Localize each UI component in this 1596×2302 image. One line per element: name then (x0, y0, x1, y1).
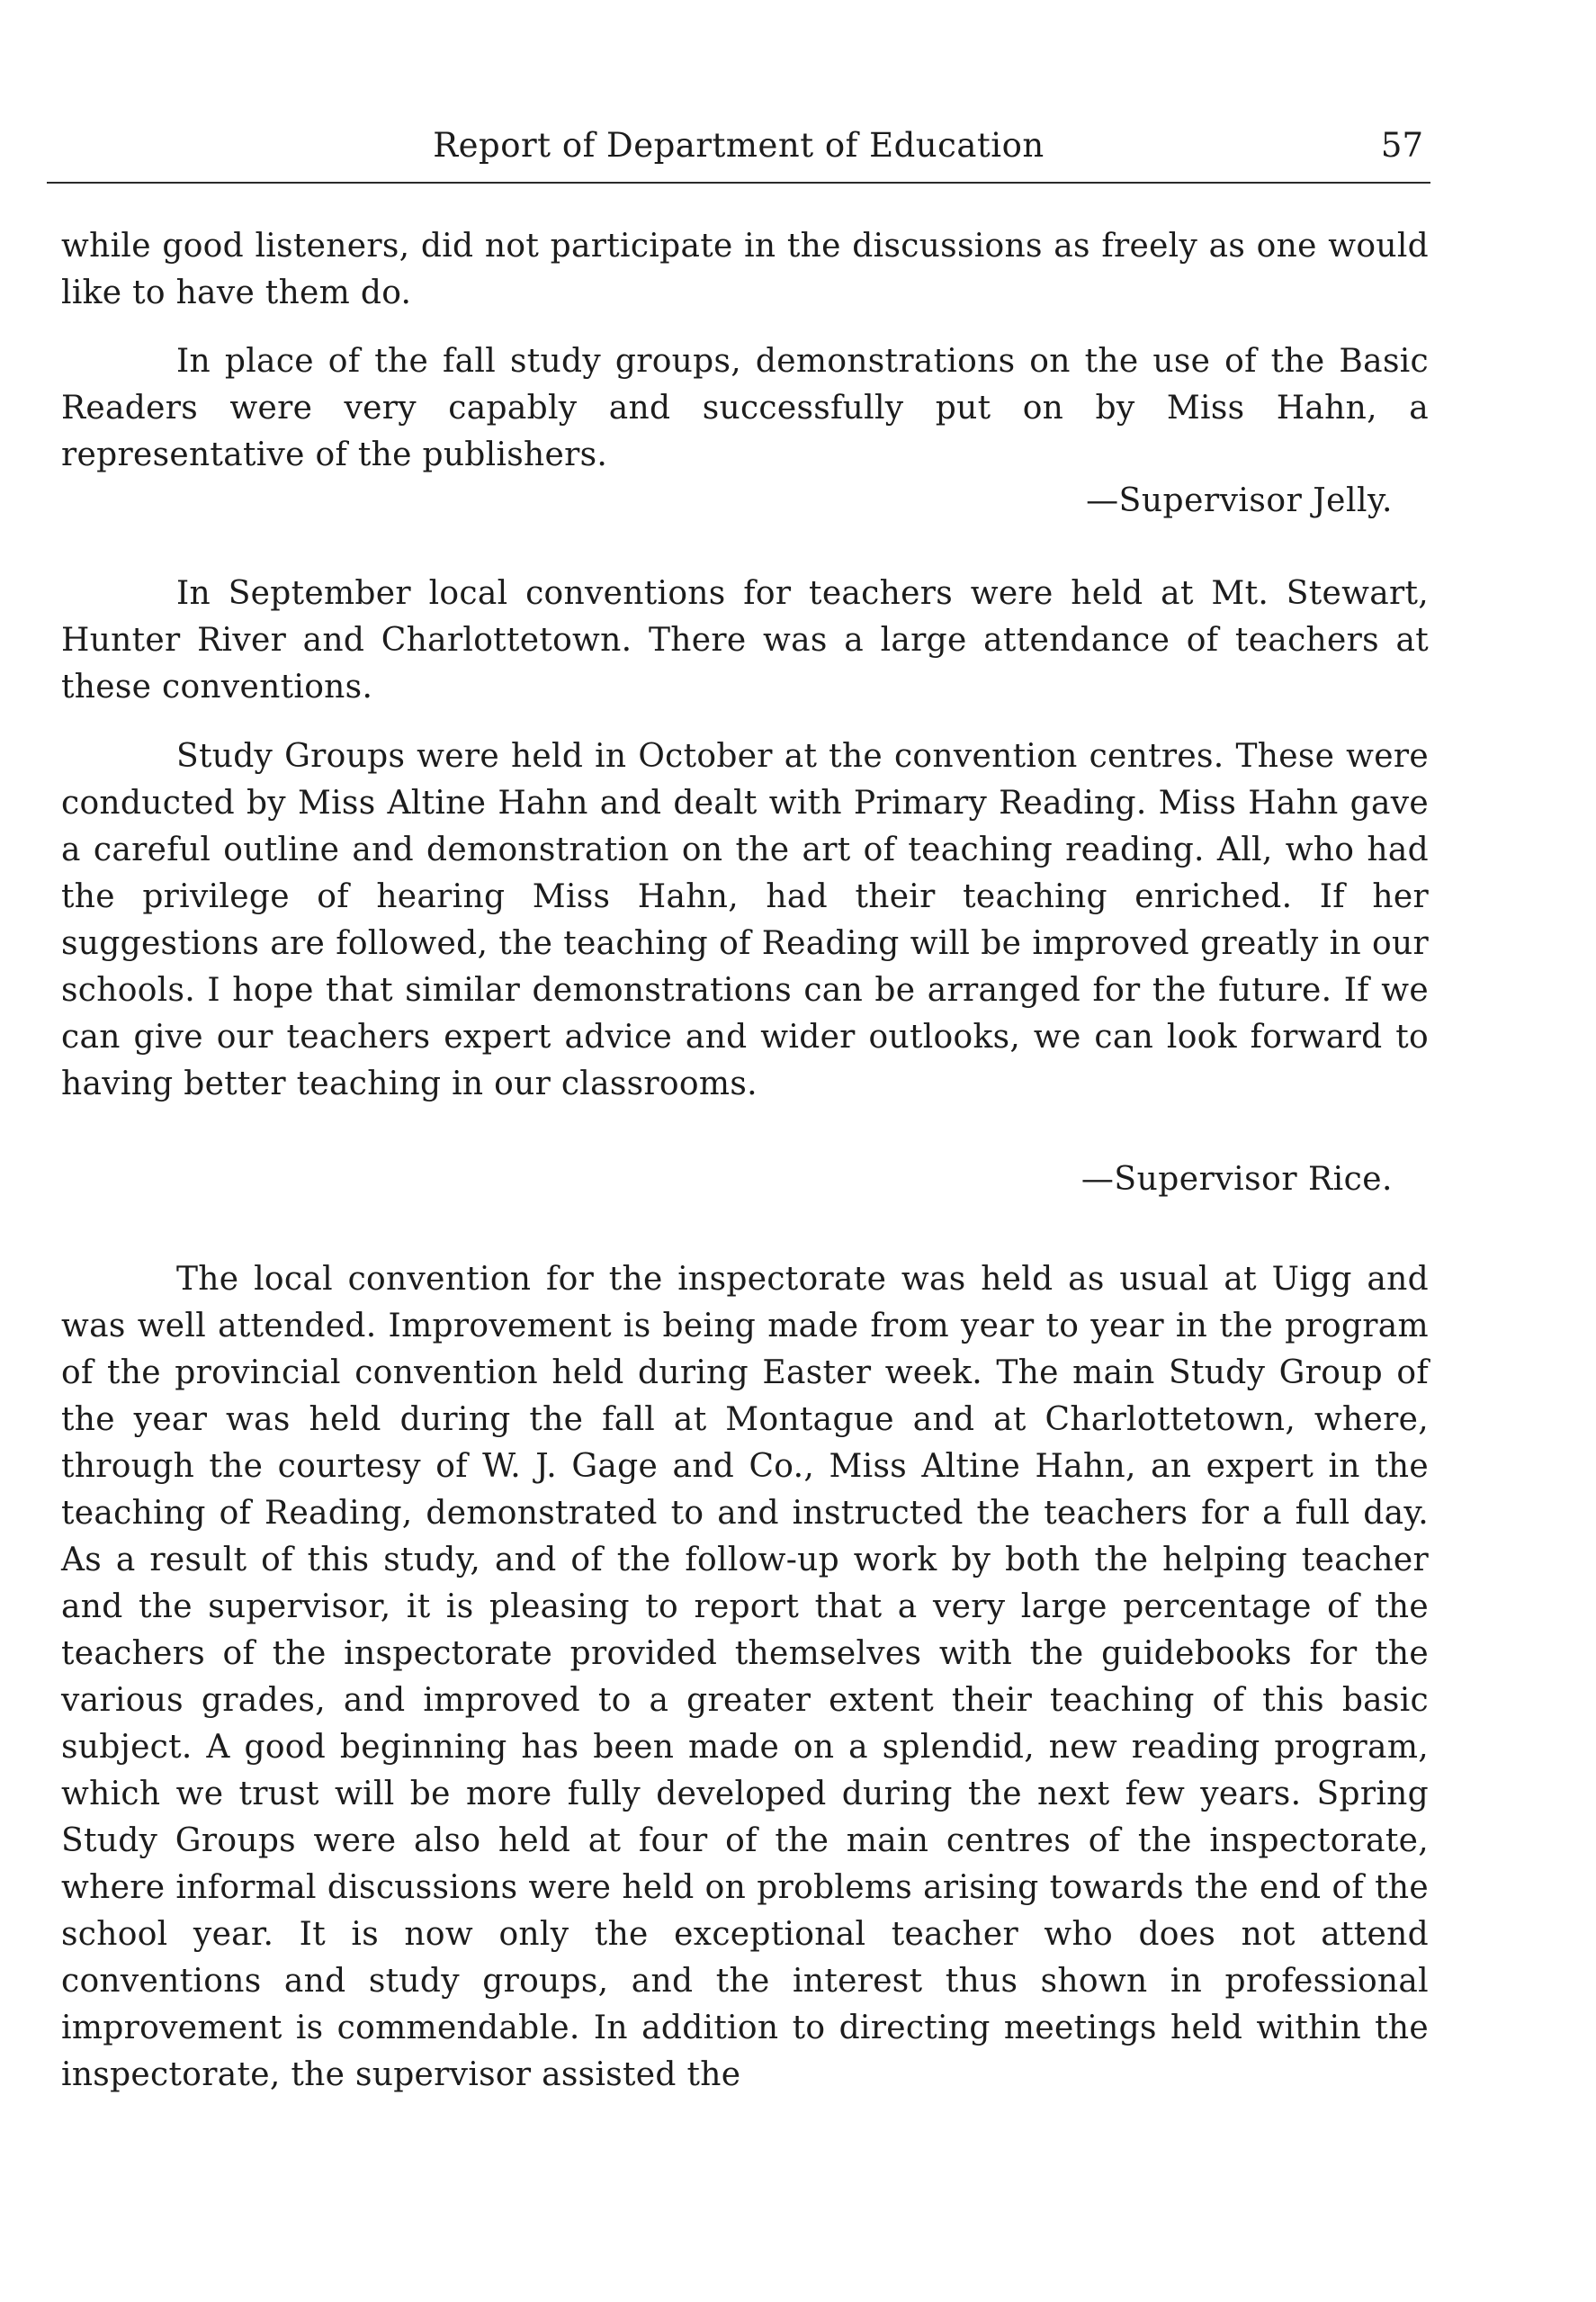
header-title: Report of Department of Education (433, 126, 1045, 165)
page-number: 57 (1380, 126, 1423, 165)
paragraph-continuation: while good listeners, did not participate in the discussions as freely as one would like to have them do. (61, 228, 1429, 311)
paragraph-study-groups: Study Groups were held in October at the convention centres. These were conducted by Miss Altine Hahn and dealt with Primary Reading. Miss Hahn gave a careful outline and demonstration on the art of teaching reading. All, who had the privilege of hearing Miss Hahn, had their teaching enriched. If her suggestions are followed, the teaching of Reading will be improved greatly in our schools. I hope that similar demonstrations can be arranged for the future. If we can give our teachers expert advice and wider outlooks, we can look forward to having better teaching in our classrooms. (61, 738, 1429, 1102)
paragraph-basic-readers: In place of the fall study groups, demonstrations on the use of the Basic Readers were very capably and successfully put on by Miss Hahn, a representative of the publishers. (61, 343, 1429, 473)
paragraph-local-convention: The local convention for the inspectorate was held as usual at Uigg and was well attended. Improvement is being made from year to year in the program of the provincial convention held during Easter week. The main Study Group of the year was held during the fall at Montague and at Charlottetown, where, through the courtesy of W. J. Gage and Co., Miss Altine Hahn, an expert in the teaching of Reading, demonstrated to and instructed the teachers for a full day. As a result of this study, and of the follow-up work by both the helping teacher and the supervisor, it is pleasing to report that a very large percentage of the teachers of the inspectorate provided themselves with the guidebooks for the various grades, and improved to a greater extent their teaching of this basic subject. A good beginning has been made on a splendid, new reading program, which we trust will be more fully developed during the next few years. Spring Study Groups were also held at four of the main centres of the inspectorate, where informal discussions were held on problems arising towards the end of the school year. It is now only the exceptional teacher who does not attend conventions and study groups, and the interest thus shown in professional improvement is commendable. In addition to directing meetings held within the inspectorate, the supervisor assisted the (61, 1261, 1429, 2093)
signature-supervisor-jelly: —Supervisor Jelly. (1086, 482, 1393, 519)
paragraph-september-conventions: In September local conventions for teachers were held at Mt. Stewart, Hunter River and Charlottetown. There was a large attendance of teachers at these conventions. (61, 575, 1429, 706)
signature-supervisor-rice: —Supervisor Rice. (1080, 1161, 1393, 1198)
running-header (47, 126, 1430, 184)
